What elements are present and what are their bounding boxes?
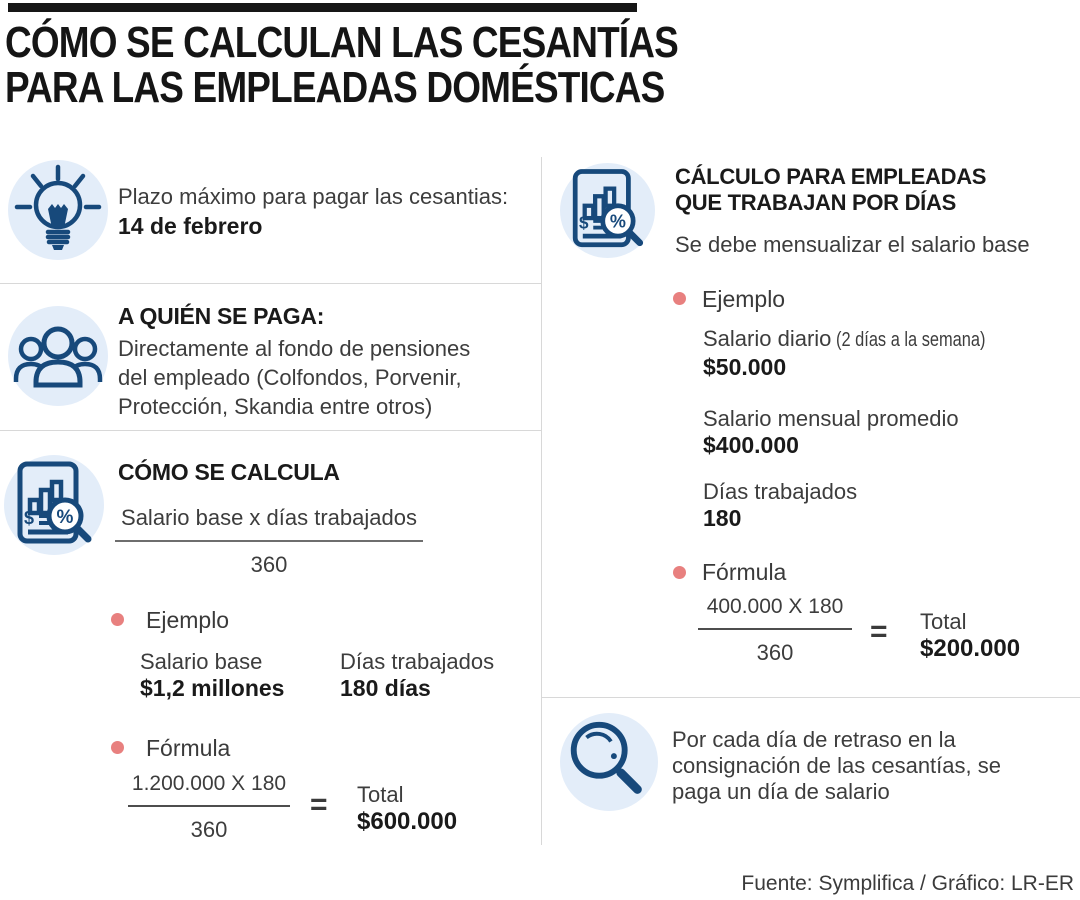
how-formula-numerator: Salario base x días trabajados <box>115 505 423 542</box>
daily-item <box>703 325 1018 381</box>
daily-item-label: Salario diario <box>703 326 832 351</box>
page-title-line2: PARA LAS EMPLEADAS DOMÉSTICAS <box>5 63 665 112</box>
daily-item-value: $50.000 <box>703 354 787 380</box>
how-formula-denominator: 360 <box>250 552 288 577</box>
how-formula <box>115 505 423 578</box>
daily-title-line2: QUE TRABAJAN POR DÍAS <box>675 190 956 215</box>
svg-text:%: % <box>609 211 626 232</box>
formula-label: Fórmula <box>146 735 231 761</box>
left-divider-1 <box>0 283 541 284</box>
source-credit: Fuente: Symplifica / Gráfico: LR-ER <box>741 872 1074 895</box>
how-calc-fraction <box>128 772 290 843</box>
daily-item-note: (2 días a la semana) <box>835 329 986 351</box>
total-block <box>920 608 1020 662</box>
example-bullet <box>673 292 686 305</box>
total-label: Total <box>920 609 967 634</box>
magnifier-icon <box>560 713 658 811</box>
formula-bullet <box>673 566 686 579</box>
equals-sign: = <box>310 788 328 821</box>
daily-item-label: Salario mensual promedio <box>703 406 959 431</box>
formula-bullet <box>111 741 124 754</box>
svg-text:%: % <box>56 507 74 528</box>
page-title-line1: CÓMO SE CALCULAN LAS CESANTÍAS <box>5 18 678 67</box>
lightbulb-icon <box>8 160 108 260</box>
daily-item-value: $400.000 <box>703 432 799 458</box>
total-label: Total <box>357 782 404 807</box>
daily-item-label: Días trabajados <box>703 479 858 504</box>
left-divider-2 <box>0 430 541 431</box>
daily-subtitle: Se debe mensualizar el salario base <box>675 232 1030 257</box>
daily-title-block <box>675 164 1030 258</box>
daily-item <box>703 478 857 532</box>
people-icon <box>8 306 108 406</box>
example-label: Ejemplo <box>702 286 786 312</box>
daily-calc-numerator: 400.000 X 180 <box>698 595 852 630</box>
example-item-value: 180 días <box>340 675 431 701</box>
formula-label: Fórmula <box>702 559 787 585</box>
header-accent-bar <box>8 3 637 12</box>
total-block <box>357 781 457 835</box>
example-item-label: Días trabajados <box>340 649 495 674</box>
report-magnifier-icon <box>4 455 104 555</box>
deadline-value: 14 de febrero <box>118 213 263 239</box>
who-block <box>118 303 500 421</box>
column-divider <box>541 157 542 845</box>
report-magnifier-icon <box>560 163 655 258</box>
example-label: Ejemplo <box>146 607 230 633</box>
daily-title-line1: CÁLCULO PARA EMPLEADAS <box>675 164 987 189</box>
deadline-label: Plazo máximo para pagar las cesantias: <box>118 184 509 209</box>
equals-sign: = <box>870 615 888 648</box>
example-item <box>140 648 284 702</box>
daily-calc-fraction <box>698 595 852 666</box>
who-title: A QUIÉN SE PAGA: <box>118 303 325 329</box>
how-calc-denominator: 360 <box>190 817 228 842</box>
late-payment-note: Por cada día de retraso en la consignación de las cesantías, se paga un día de salario <box>672 727 1001 804</box>
total-value: $600.000 <box>357 808 458 835</box>
page-title <box>5 20 806 110</box>
example-bullet <box>111 613 124 626</box>
example-item <box>340 648 494 702</box>
right-divider-1 <box>541 697 1080 698</box>
daily-item <box>703 405 959 459</box>
how-calc-numerator: 1.200.000 X 180 <box>128 772 290 807</box>
deadline-block <box>118 183 508 240</box>
example-item-value: $1,2 millones <box>140 675 285 701</box>
example-item-label: Salario base <box>140 649 263 674</box>
who-body: Directamente al fondo de pensiones del empleado (Colfondos, Porvenir, Protección, Skandia entre otros) <box>118 336 471 419</box>
total-value: $200.000 <box>920 635 1021 662</box>
how-title: CÓMO SE CALCULA <box>118 459 340 485</box>
svg-text:$: $ <box>579 213 589 233</box>
daily-item-value: 180 <box>703 505 742 531</box>
svg-text:$: $ <box>24 508 35 528</box>
daily-calc-denominator: 360 <box>756 640 794 665</box>
